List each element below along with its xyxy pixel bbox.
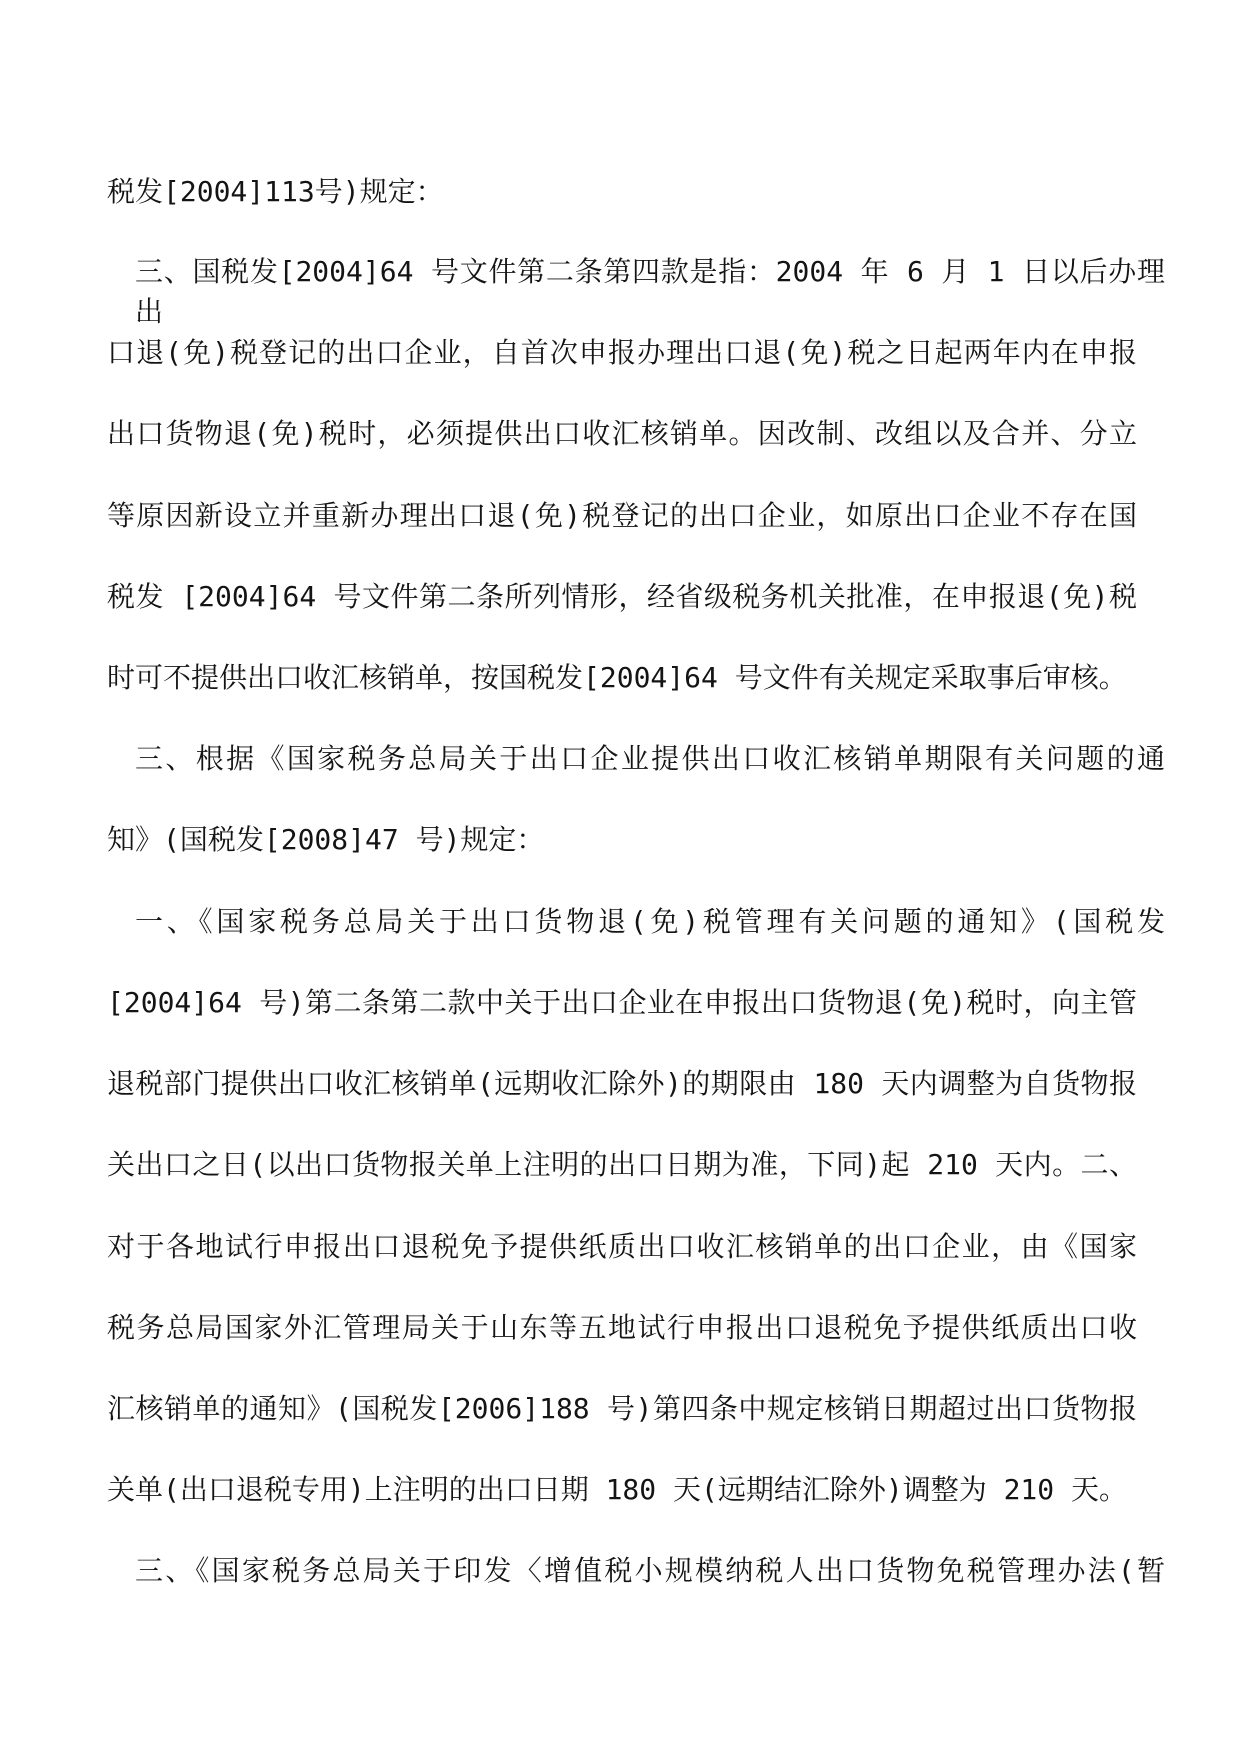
text-line: 关单(出口退税专用)上注明的出口日期 180 天(远期结汇除外)调整为 210 天。: [107, 1473, 1128, 1506]
text-line: 三、根据《国家税务总局关于出口企业提供出口收汇核销单期限有关问题的通: [135, 742, 1165, 775]
text-line: 等原因新设立并重新办理出口退(免)税登记的出口企业，如原出口企业不存在国: [107, 499, 1137, 532]
text-line: 汇核销单的通知》(国税发[2006]188 号)第四条中规定核销日期超过出口货物报: [107, 1392, 1137, 1425]
text-line: 时可不提供出口收汇核销单，按国税发[2004]64 号文件有关规定采取事后审核。: [107, 661, 1127, 694]
text-line: 口退(免)税登记的出口企业，自首次申报办理出口退(免)税之日起两年内在申报: [107, 336, 1137, 369]
text-line: 三、《国家税务总局关于印发〈增值税小规模纳税人出口货物免税管理办法(暂: [135, 1554, 1165, 1587]
text-line: 税务总局国家外汇管理局关于山东等五地试行申报出口退税免予提供纸质出口收: [107, 1311, 1137, 1344]
text-line: 关出口之日(以出口货物报关单上注明的出口日期为准，下同)起 210 天内。二、: [107, 1148, 1137, 1181]
text-line: 税发 [2004]64 号文件第二条所列情形，经省级税务机关批准，在申报退(免)税: [107, 580, 1137, 613]
text-line: 一、《国家税务总局关于出口货物退(免)税管理有关问题的通知》(国税发: [135, 905, 1165, 938]
text-line: 税发[2004]113号)规定：: [107, 175, 444, 208]
text-line: [2004]64 号)第二条第二款中关于出口企业在申报出口货物退(免)税时，向主管: [107, 986, 1137, 1019]
text-line: 出口货物退(免)税时，必须提供出口收汇核销单。因改制、改组以及合并、分立: [107, 417, 1137, 450]
text-line: 知》(国税发[2008]47 号)规定：: [107, 823, 545, 856]
text-line: 对于各地试行申报出口退税免予提供纸质出口收汇核销单的出口企业，由《国家: [107, 1230, 1137, 1263]
text-line: 退税部门提供出口收汇核销单(远期收汇除外)的期限由 180 天内调整为自货物报: [107, 1067, 1137, 1100]
text-line: 三、国税发[2004]64 号文件第二条第四款是指：2004 年 6 月 1 日以后办理出: [135, 255, 1165, 328]
